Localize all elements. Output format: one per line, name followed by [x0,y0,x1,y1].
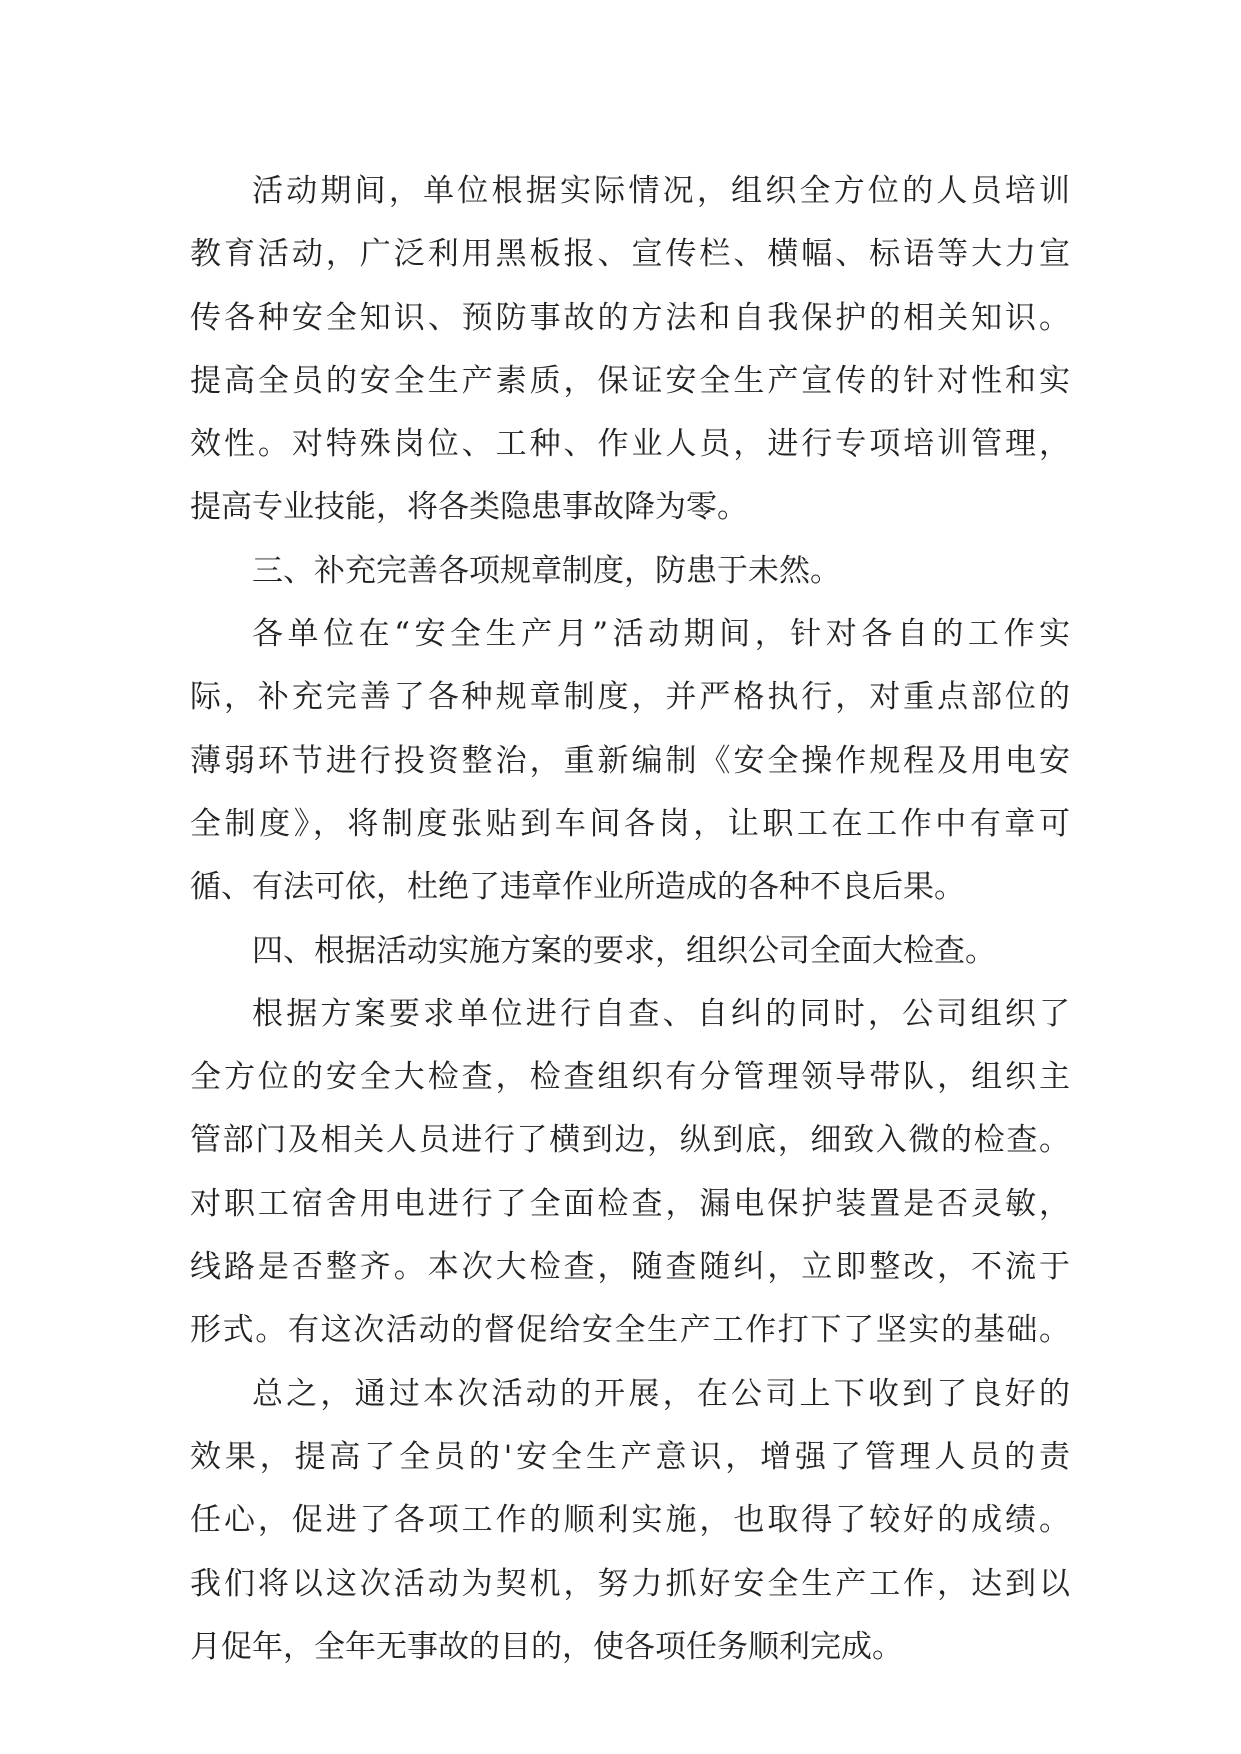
text-line: 效果，提高了全员的'安全生产意识，增强了管理人员的责 [190,1438,1070,1475]
paragraph-inspection [190,983,1070,1363]
text-line: 管部门及相关人员进行了横到边，纵到底，细致入微的检查。 [190,1122,1070,1159]
text-line: 对职工宿舍用电进行了全面检查，漏电保护装置是否灵敏， [190,1185,1070,1222]
text-line: 我们将以这次活动为契机，努力抓好安全生产工作，达到以 [190,1565,1070,1602]
heading-line: 三、补充完善各项规章制度，防患于未然。 [252,552,841,589]
heading-line: 四、根据活动实施方案的要求，组织公司全面大检查。 [252,932,996,969]
text-line: 活动期间，单位根据实际情况，组织全方位的人员培训 [252,173,1070,209]
section-heading-3 [190,540,1070,603]
text-line: 月促年，全年无事故的目的，使各项任务顺利完成。 [190,1628,903,1665]
text-line: 效性。对特殊岗位、工种、作业人员，进行专项培训管理， [190,426,1070,463]
document-body [190,160,1070,1679]
text-line: 形式。有这次活动的督促给安全生产工作打下了坚实的基础。 [190,1312,1070,1349]
text-line: 教育活动，广泛利用黑板报、宣传栏、横幅、标语等大力宣 [190,236,1070,273]
text-line: 总之，通过本次活动的开展，在公司上下收到了良好的 [252,1375,1070,1412]
text-line: 根据方案要求单位进行自查、自纠的同时，公司组织了 [252,995,1070,1032]
text-line: 任心，促进了各项工作的顺利实施，也取得了较好的成绩。 [190,1502,1070,1539]
text-line: 薄弱环节进行投资整治，重新编制《安全操作规程及用电安 [190,742,1070,779]
text-line: 循、有法可依，杜绝了违章作业所造成的各种不良后果。 [190,869,965,906]
text-line: 提高全员的安全生产素质，保证安全生产宣传的针对性和实 [190,362,1070,399]
paragraph-conclusion [190,1363,1070,1679]
paragraph-training [190,160,1070,540]
text-line: 各单位在“安全生产月”活动期间，针对各自的工作实 [252,616,1070,653]
section-heading-4 [190,920,1070,983]
text-line: 际，补充完善了各种规章制度，并严格执行，对重点部位的 [190,679,1070,716]
text-line: 传各种安全知识、预防事故的方法和自我保护的相关知识。 [190,299,1070,336]
text-line: 提高专业技能，将各类隐患事故降为零。 [190,489,748,526]
text-line: 全方位的安全大检查，检查组织有分管理领导带队，组织主 [190,1059,1070,1096]
text-line: 线路是否整齐。本次大检查，随查随纠，立即整改，不流于 [190,1249,1070,1286]
text-line: 全制度》，将制度张贴到车间各岗，让职工在工作中有章可 [190,805,1070,842]
paragraph-regulations [190,603,1070,919]
